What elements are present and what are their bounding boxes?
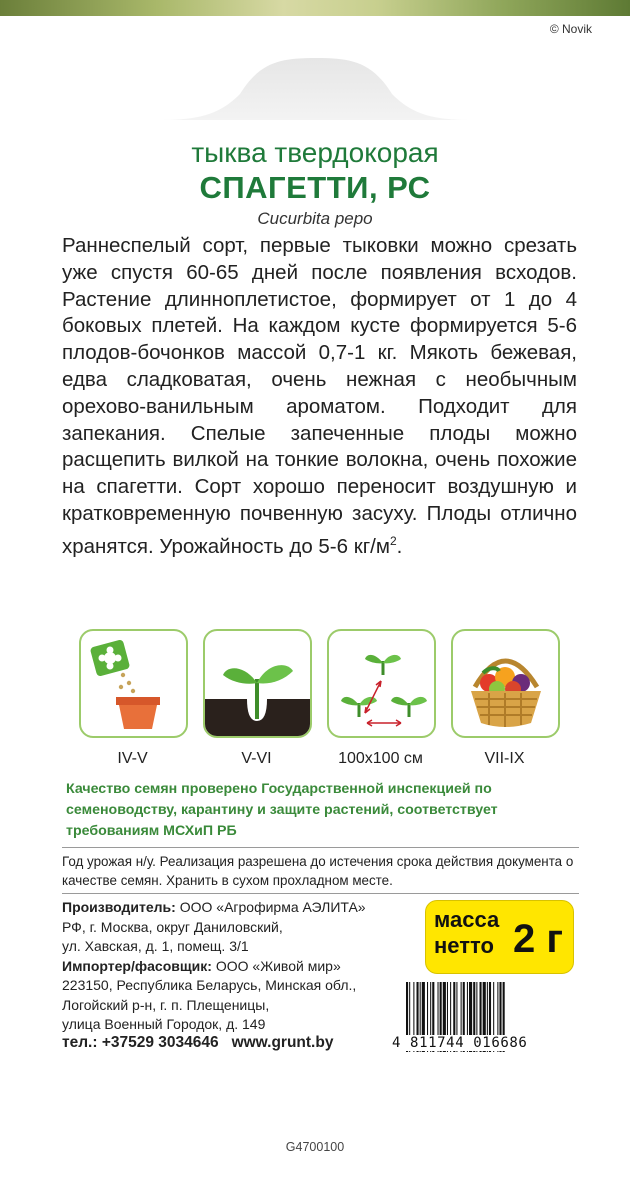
phone-number: тел.: +37529 3034646: [62, 1034, 219, 1051]
sprout-ground-icon: [205, 631, 310, 736]
storage-note: Год урожая н/у. Реализация разрешена до истечения срока действия документа о качестве семян. Хранить в сухом прохладном месте.: [62, 854, 574, 888]
quality-statement: Качество семян проверено Государственной инспекцией по семеноводству, карантину и защите растений, соответствует требованиям МСХиП РБ: [66, 781, 498, 839]
variety-title: СПАГЕТТИ, РС: [199, 170, 431, 205]
icon-caption-sowing: IV-V: [117, 750, 148, 767]
crop-type: тыква твердокорая: [191, 137, 439, 168]
seeding-pot-icon: [81, 631, 186, 736]
producer-label: Производитель:: [62, 899, 176, 915]
icon-card-planting: [203, 629, 312, 738]
description-superscript: 2: [389, 533, 397, 548]
top-decorative-strip: [0, 0, 630, 16]
importer-address-1: 223150, Республика Беларусь, Минская обл.,: [62, 977, 357, 993]
divider: [62, 893, 579, 894]
divider: [62, 847, 579, 848]
icon-caption-planting: V-VI: [241, 750, 272, 767]
producer-name: ООО «Агрофирма АЭЛИТА»: [175, 899, 366, 915]
importer-label: Импортер/фасовщик:: [62, 957, 212, 974]
producer-address-1: РФ, г. Москва, округ Даниловский,: [62, 918, 283, 935]
harvest-basket-icon: [453, 631, 558, 736]
barcode-digits: 4 811744 016686: [392, 1035, 582, 1051]
importer-address-3: улица Военный Городок, д. 149: [62, 1016, 266, 1032]
mass-label: [434, 907, 499, 959]
importer-name: ООО «Живой мир»: [211, 957, 341, 974]
importer-address-2: Логойский р-н, г. п. Плещеницы,: [62, 996, 270, 1013]
icon-caption-scheme: 100x100 см: [338, 750, 423, 767]
planting-scheme-icon: [329, 631, 434, 736]
producer-line: [62, 898, 412, 918]
article-code: G4700100: [285, 1140, 345, 1154]
icon-card-harvest: [451, 629, 560, 738]
latin-name: Cucurbita pepo: [257, 209, 373, 228]
producer-info: [62, 898, 412, 1035]
description-text: Раннеспелый сорт, первые тыковки можно срезать уже спустя 60-65 дней после появления всходов. Растение длинноплетистое, формирует от 1 до 4 боковых плетей. На каждом кусте формируется 5-6 плодов-бочонков массой 0,7-1 кг. Мякоть бежевая, едва сладковатая, очень нежная с необычным орехово-ванильным ароматом. Подходит для запекания. Спелые запеченные плоды можно расщепить вилкой на тонкие волокна, очень похожие на спагетти. Сорт хорошо переносит воздушную и кратковременную почвенную засуху. Плоды отлично хранятся. Урожайность до 5-6 кг/м: [62, 234, 577, 558]
mass-value: 2 г: [512, 917, 563, 961]
package-tab-shape: [160, 54, 472, 120]
icon-card-scheme: [327, 629, 436, 738]
mass-label-line1: масса: [434, 907, 500, 932]
title-block: [0, 136, 630, 230]
icon-card-sowing: [79, 629, 188, 738]
mass-label-line2: нетто: [434, 933, 494, 958]
description-end: .: [396, 534, 403, 558]
website-link[interactable]: www.grunt.by: [231, 1034, 334, 1051]
cultivation-icons: [79, 629, 557, 779]
copyright-label: © Novik: [549, 22, 592, 36]
icon-caption-harvest: VII-IX: [484, 750, 525, 767]
importer-line: [62, 957, 412, 977]
net-mass-badge: [425, 900, 574, 974]
contacts: [62, 1034, 333, 1052]
producer-address-2: ул. Хавская, д. 1, помещ. 3/1: [62, 938, 249, 954]
variety-description: [62, 233, 577, 560]
